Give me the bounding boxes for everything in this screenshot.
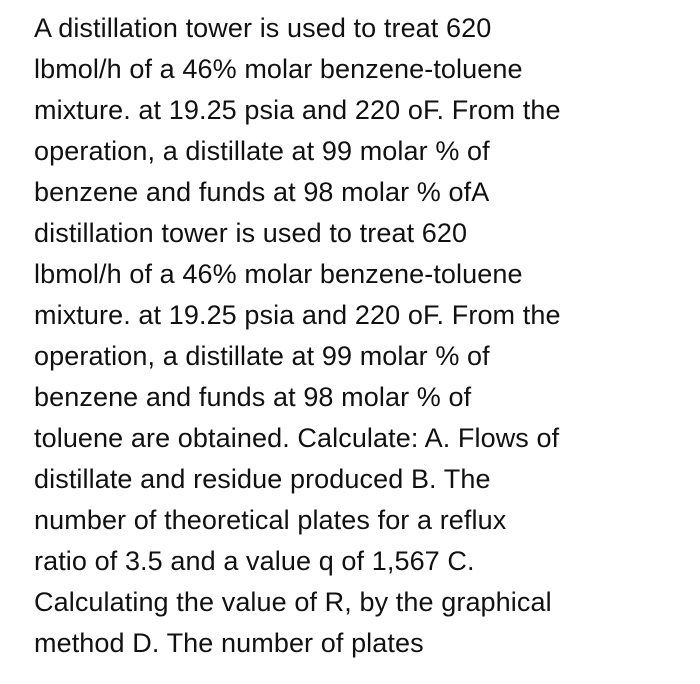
text-line-14: ratio of 3.5 and a value q of 1,567 C. [34, 546, 475, 576]
text-line-11: toluene are obtained. Calculate: A. Flows of [34, 423, 560, 453]
question-text [34, 8, 674, 664]
text-line-5: benzene and funds at 98 molar % ofA [34, 177, 490, 207]
text-line-6: distillation tower is used to treat 620 [34, 218, 468, 248]
text-line-1: A distillation tower is used to treat 620 [34, 13, 492, 43]
text-line-15: Calculating the value of R, by the graphical [34, 587, 552, 617]
text-line-13: number of theoretical plates for a reflux [34, 505, 507, 535]
text-line-2: lbmol/h of a 46% molar benzene-toluene [34, 54, 523, 84]
text-line-16: method D. The number of plates [34, 628, 424, 658]
text-line-9: operation, a distillate at 99 molar % of [34, 341, 490, 371]
text-line-8: mixture. at 19.25 psia and 220 oF. From the [34, 300, 561, 330]
text-line-4: operation, a distillate at 99 molar % of [34, 136, 490, 166]
text-line-3: mixture. at 19.25 psia and 220 oF. From the [34, 95, 561, 125]
text-line-10: benzene and funds at 98 molar % of [34, 382, 472, 412]
text-line-7: lbmol/h of a 46% molar benzene-toluene [34, 259, 523, 289]
text-line-12: distillate and residue produced B. The [34, 464, 491, 494]
